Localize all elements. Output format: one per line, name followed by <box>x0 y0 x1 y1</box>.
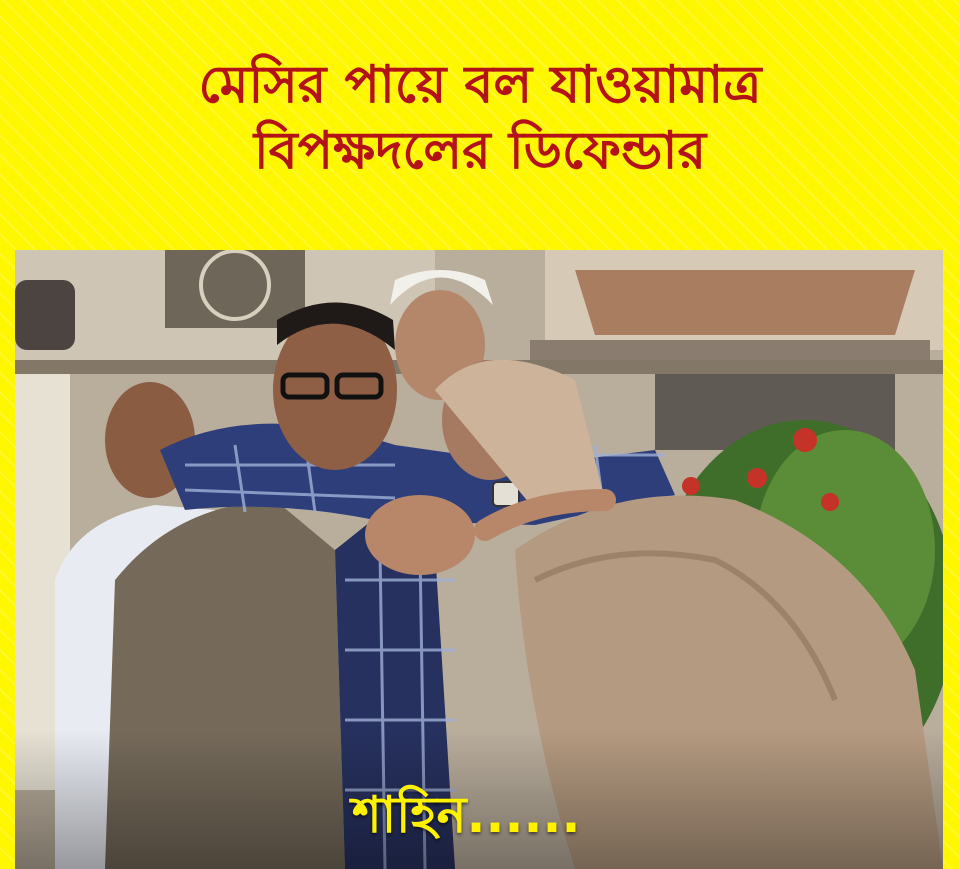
flower <box>793 428 817 452</box>
headline <box>0 52 960 184</box>
clasped-hands <box>365 495 475 575</box>
caption-text: শাহিন...... <box>352 786 581 844</box>
headline-line-1: মেসির পায়ে বল যাওয়ামাত্র <box>198 55 762 115</box>
dark-awning <box>15 280 75 350</box>
flower <box>747 468 767 488</box>
flower <box>682 477 700 495</box>
group-hug-photo <box>15 250 943 869</box>
balcony-roof <box>575 270 915 335</box>
headline-line-2: বিপক্ষদলের ডিফেন্ডার <box>253 121 707 181</box>
photo-illustration <box>15 250 943 869</box>
flower <box>821 493 839 511</box>
